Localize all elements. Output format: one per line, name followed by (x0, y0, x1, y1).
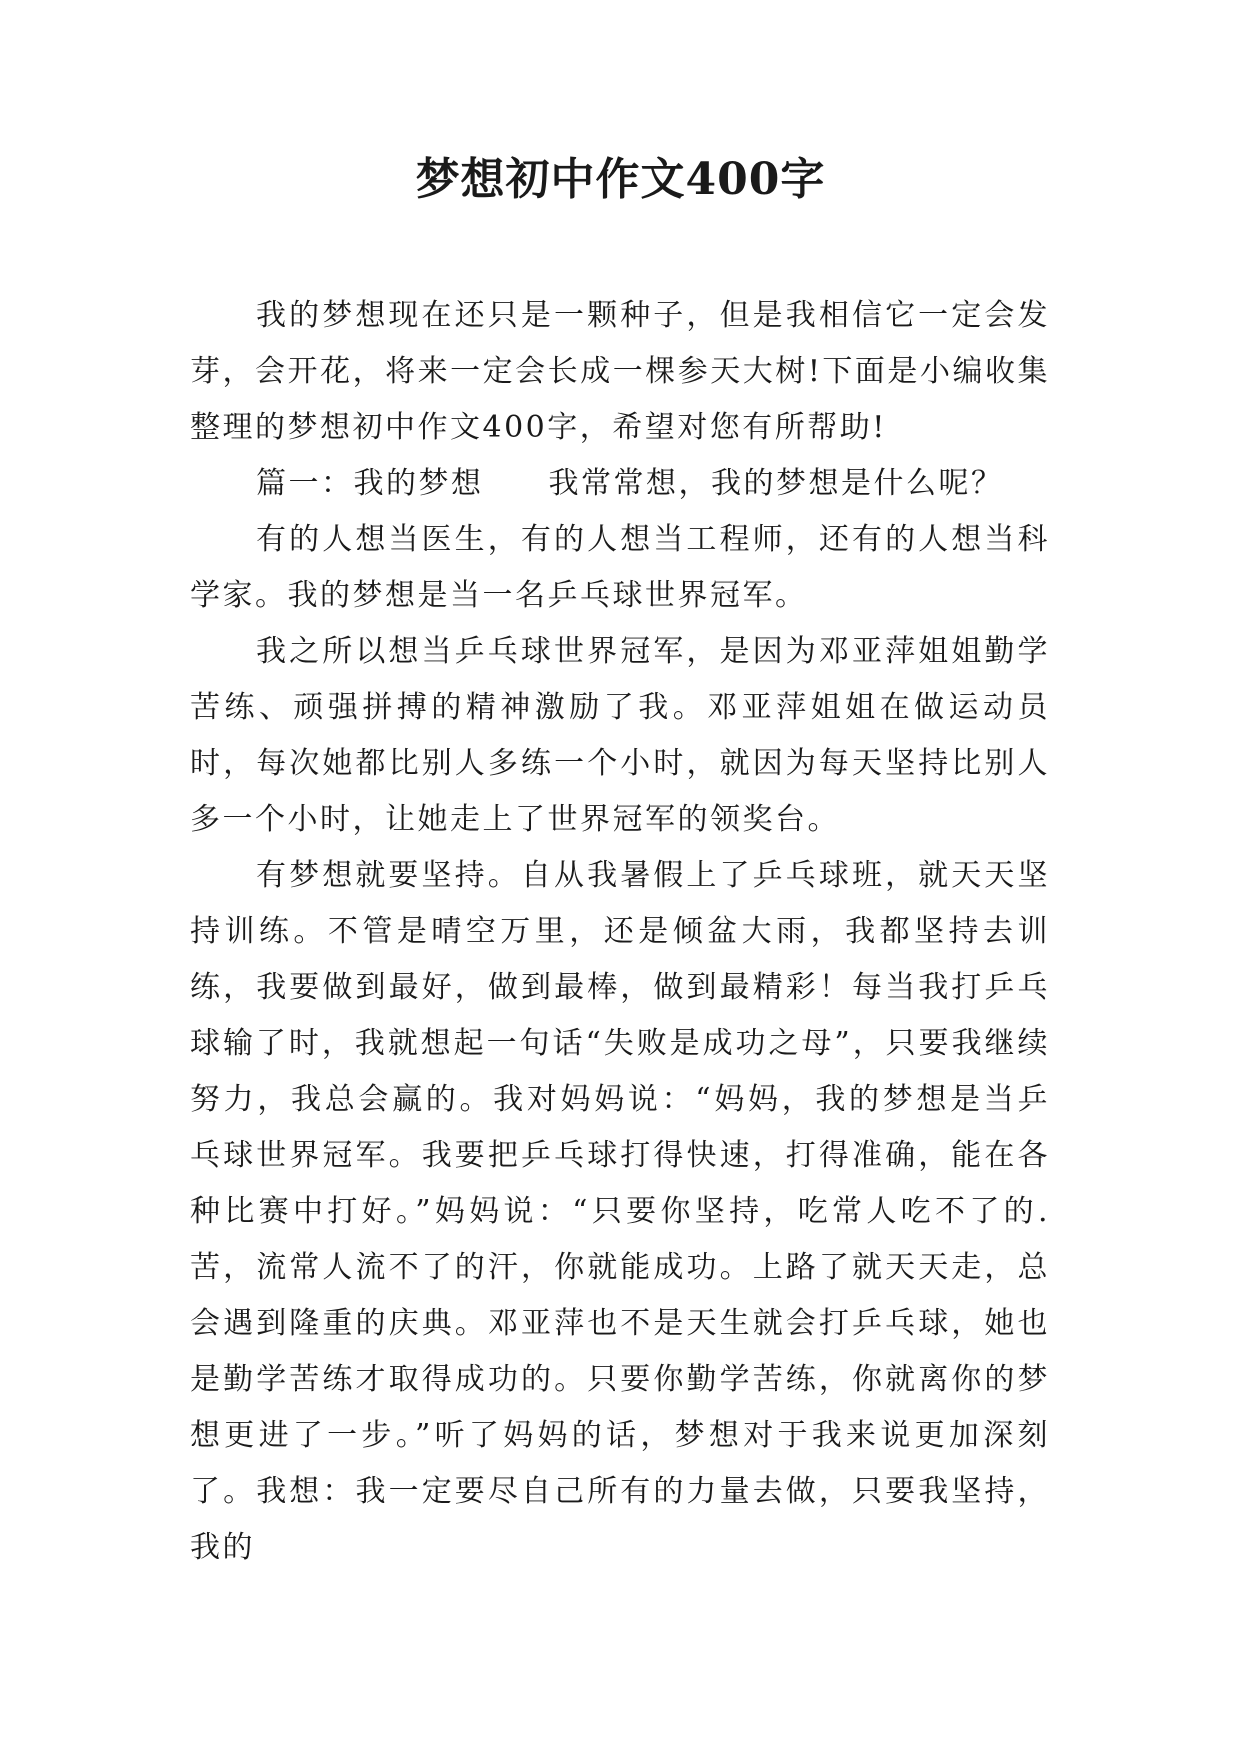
paragraph-intro: 我的梦想现在还只是一颗种子，但是我相信它一定会发芽，会开花，将来一定会长成一棵参天大树!下面是小编收集整理的梦想初中作文400字，希望对您有所帮助! (190, 298, 1050, 445)
document-body (190, 288, 1050, 1576)
paragraph-2: 有的人想当医生，有的人想当工程师，还有的人想当科学家。我的梦想是当一名乒乓球世界冠军。 (190, 522, 1050, 613)
paragraph-3: 我之所以想当乒乓球世界冠军，是因为邓亚萍姐姐勤学苦练、顽强拼搏的精神激励了我。邓亚萍姐姐在做运动员时，每次她都比别人多练一个小时，就因为每天坚持比别人多一个小时，让她走上了世界冠军的领奖台。 (190, 634, 1050, 837)
paragraph-4: 有梦想就要坚持。自从我暑假上了乒乓球班，就天天坚持训练。不管是晴空万里，还是倾盆大雨，我都坚持去训练，我要做到最好，做到最棒，做到最精彩！每当我打乒乓球输了时，我就想起一句话“失败是成功之母”，只要我继续努力，我总会赢的。我对妈妈说：“妈妈，我的梦想是当乒乓球世界冠军。我要把乒乓球打得快速，打得准确，能在各种比赛中打好。”妈妈说：“只要你坚持，吃常人吃不了的.苦，流常人流不了的汗，你就能成功。上路了就天天走，总会遇到隆重的庆典。邓亚萍也不是天生就会打乒乓球，她也是勤学苦练才取得成功的。只要你勤学苦练，你就离你的梦想更进了一步。”听了妈妈的话，梦想对于我来说更加深刻了。我想：我一定要尽自己所有的力量去做，只要我坚持，我的 (190, 858, 1050, 1565)
paragraph-chapter-heading: 篇一：我的梦想 我常常想，我的梦想是什么呢？ (256, 466, 1004, 501)
document-title: 梦想初中作文400字 (415, 154, 826, 205)
